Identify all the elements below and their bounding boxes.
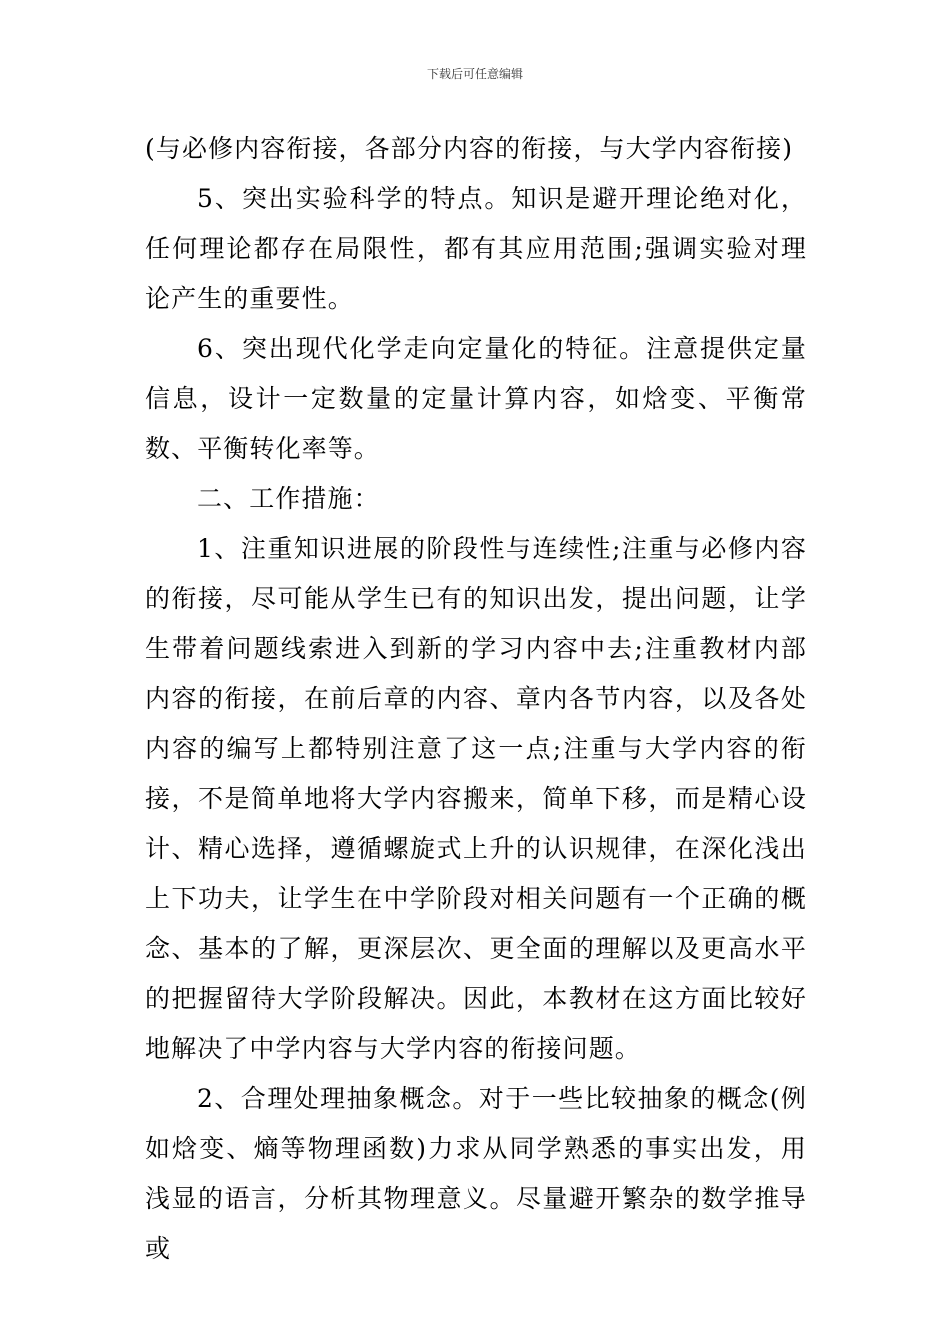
paragraph-5: 2、合理处理抽象概念。对于一些比较抽象的概念(例如焓变、熵等物理函数)力求从同学熟悉的事实出发，用浅显的语言，分析其物理意义。尽量避开繁杂的数学推导或 xyxy=(145,1084,807,1263)
section-heading: 二、工作措施： xyxy=(197,484,380,513)
page-header: 下载后可任意编辑 xyxy=(426,67,523,81)
paragraph-4: 1、注重知识进展的阶段性与连续性;注重与必修内容的衔接，尽可能从学生已有的知识出发，提出问题，让学生带着问题线索进入到新的学习内容中去;注重教材内部内容的衔接，在前后章的内容、章内各节内容，以及各处内容的编写上都特别注意了这一点;注重与大学内容的衔接，不是简单地将大学内容搬来，简单下移，而是精心设计、精心选择，遵循螺旋式上升的认识规律，在深化浅出上下功夫，让学生在中学阶段对相关问题有一个正确的概念、基本的了解，更深层次、更全面的理解以及更高水平的把握留待大学阶段解决。因此，本教材在这方面比较好地解决了中学内容与大学内容的衔接问题。 xyxy=(145,534,807,1063)
paragraph-1: (与必修内容衔接，各部分内容的衔接，与大学内容衔接) xyxy=(145,134,794,163)
paragraph-2: 5、突出实验科学的特点。知识是避开理论绝对化，任何理论都存在局限性，都有其应用范围;强调实验对理论产生的重要性。 xyxy=(145,184,807,313)
paragraph-3: 6、突出现代化学走向定量化的特征。注意提供定量信息，设计一定数量的定量计算内容，如焓变、平衡常数、平衡转化率等。 xyxy=(145,334,807,463)
document-body xyxy=(145,124,807,1274)
